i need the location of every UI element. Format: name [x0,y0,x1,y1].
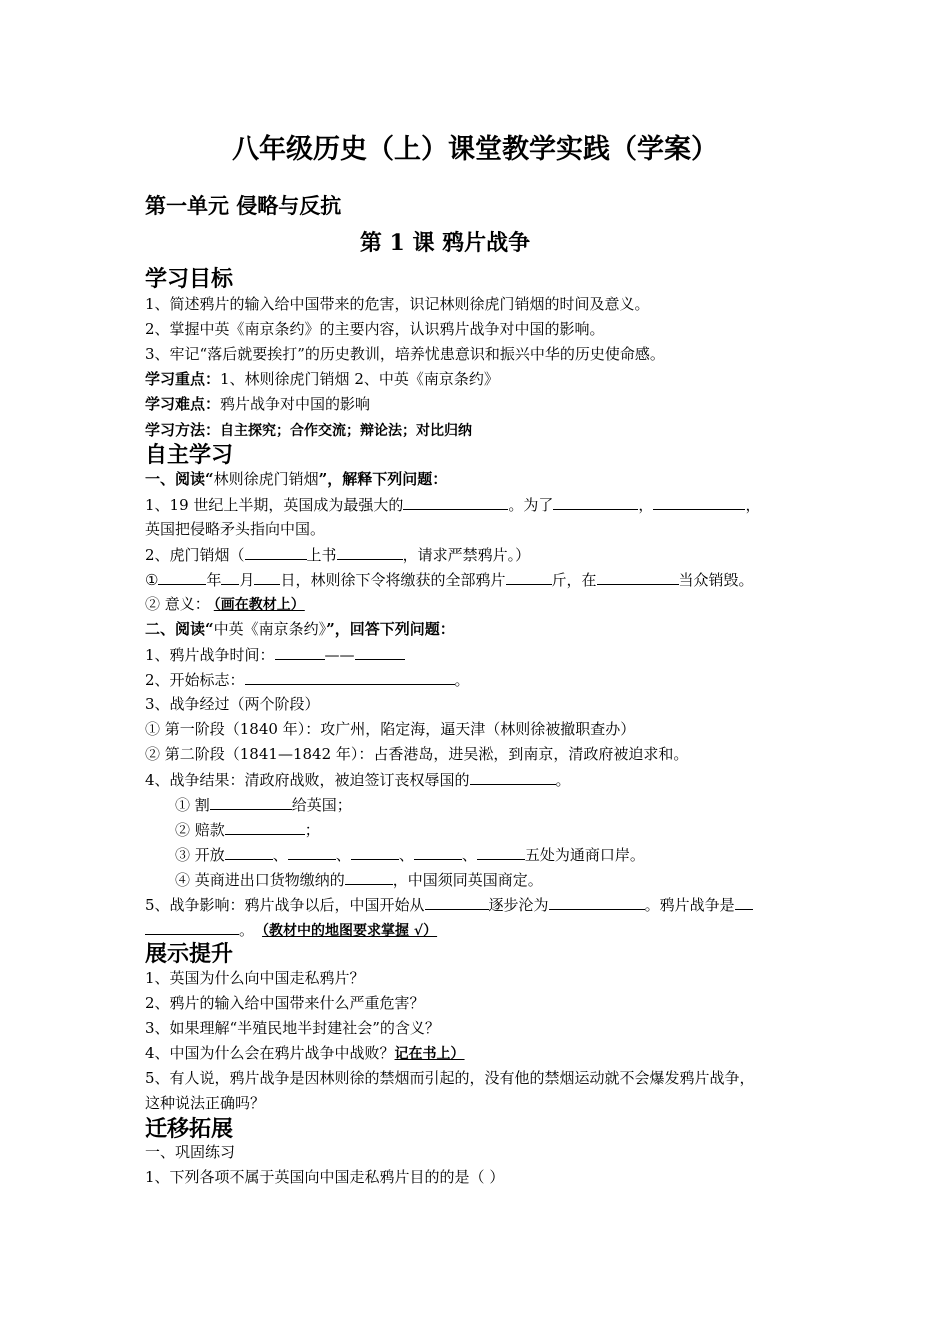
p2-1b: —— [324,646,355,664]
question-2-meaning [145,594,305,615]
blank-field[interactable] [337,544,403,560]
extend-heading: 迁移拓展 [145,1116,234,1142]
blank-field[interactable] [597,569,679,585]
part2-q3-stage1: ① 第一阶段（1840 年）：攻广州，陷定海，逼天津（林则徐被撤职查办） [145,720,636,738]
difficult-points-line [145,394,370,414]
part2-q5 [145,894,753,915]
blank-field[interactable] [351,844,399,860]
goal-item: 3、牢记“落后就要挨打”的历史教训，培养忧患意识和振兴中华的历史使命感。 [145,345,665,363]
part2-q4-item4 [175,869,543,890]
separator: 、 [461,846,477,864]
difficult-points-label: 学习难点： [145,395,221,413]
part2-name: 中英《南京条约》 [213,620,327,638]
p2-5b: 逐步沦为 [488,896,549,914]
blank-field[interactable] [145,919,239,935]
difficult-points-text: 鸦片战争对中国的影响 [220,395,371,413]
key-points-text: 1、林则徐虎门销烟 2、中英《南京条约》 [220,370,499,388]
show-item-5-cont: 这种说法正确吗？ [145,1094,266,1112]
p2-4-3b: 五处为通商口岸。 [524,846,645,864]
part2-q4-item2 [175,819,320,840]
goal-item: 1、简述鸦片的输入给中国带来的危害，识记林则徐虎门销烟的时间及意义。 [145,295,650,313]
part2-q1 [145,644,405,665]
show-item: 3、如果理解“半殖民地半封建社会”的含义？ [145,1019,440,1037]
part2-q3-stage2: ② 第二阶段（1841—1842 年）：占香港岛，进吴淞，到南京，清政府被迫求和。 [145,745,689,763]
p2-2b: 。 [454,671,470,689]
blank-field[interactable] [210,794,292,810]
key-points-line [145,369,499,389]
part2-q4-item3 [175,844,645,865]
unit-heading: 第一单元 侵略与反抗 [145,193,342,218]
blank-field[interactable] [653,494,745,510]
p2-4-1b: 给英国； [291,796,352,814]
q2-text-c: ，请求严禁鸦片。） [402,546,531,564]
p2-4a: 4、战争结果：清政府战败，被迫签订丧权辱国的 [145,771,470,789]
p2-2a: 2、开始标志： [145,671,245,689]
method-line [145,420,472,441]
p2-5d: 。 [239,921,255,939]
blank-field[interactable] [403,494,508,510]
extend-question-1: 1、下列各项不属于英国向中国走私鸦片目的的是（ ） [145,1168,505,1186]
p2-4b: 。 [555,771,571,789]
separator: 、 [335,846,351,864]
part2-q4-item1 [175,794,352,815]
part2-q2 [145,669,470,690]
q2d-6: 当众销毁。 [678,571,754,589]
p2-4-1a: ① 割 [175,796,210,814]
q2e-text: ② 意义： [145,595,210,613]
part1-pre: 一、阅读“ [145,470,214,488]
lesson-title: 第 1 课 鸦片战争 [359,230,531,256]
method-text: 自主探究；合作交流；辩论法；对比归纳 [220,423,473,439]
blank-field[interactable] [355,644,405,660]
blank-field[interactable] [414,844,462,860]
p2-4-2a: ② 赔款 [175,821,225,839]
q2d-5: 斤，在 [551,571,597,589]
p2-5a: 5、战争影响：鸦片战争以后，中国开始从 [145,896,425,914]
p2-4-3a: ③ 开放 [175,846,225,864]
blank-field[interactable] [254,569,280,585]
question-1-cont: 英国把侵略矛头指向中国。 [145,520,326,538]
blank-field[interactable] [477,844,525,860]
blank-field[interactable] [470,769,556,785]
part1-name: 林则徐虎门销烟 [213,470,319,488]
blank-field[interactable] [553,494,638,510]
blank-field[interactable] [506,569,552,585]
q2d-4: 日，林则徐下令将缴获的全部鸦片 [280,571,506,589]
page-title: 八年级历史（上）课堂教学实践（学案） [232,134,718,165]
part1-heading [145,469,447,489]
q2e-note: （画在教材上） [213,597,305,613]
extend-subheading: 一、巩固练习 [145,1143,236,1161]
show-item-5: 5、有人说，鸦片战争是因林则徐的禁烟而引起的，没有他的禁烟运动就不会爆发鸦片战争， [145,1069,755,1087]
blank-field[interactable] [158,569,206,585]
method-label: 学习方法： [145,421,221,439]
part2-q4 [145,769,571,790]
blank-field[interactable] [275,644,325,660]
question-1 [145,494,760,515]
blank-field[interactable] [735,894,753,910]
map-note: （教材中的地图要求掌握 √） [262,923,438,939]
question-2 [145,544,530,565]
q2d-1: ① [145,571,159,589]
p2-4-2b: ； [304,821,320,839]
q2-text-b: 上书 [306,546,337,564]
blank-field[interactable] [549,894,645,910]
show-q4-text: 4、中国为什么会在鸦片战争中战败？ [145,1044,395,1062]
blank-field[interactable] [425,894,489,910]
show-heading: 展示提升 [145,941,234,967]
q1-text-b: 。为了 [508,496,554,514]
q2-text-a: 2、虎门销烟（ [145,546,245,564]
p2-4-4a: ④ 英商进出口货物缴纳的 [175,871,345,889]
key-points-label: 学习重点： [145,370,221,388]
part2-pre: 二、阅读“ [145,620,214,638]
blank-field[interactable] [288,844,336,860]
p2-5c: 。鸦片战争是 [644,896,735,914]
goals-heading: 学习目标 [145,266,234,292]
separator: 、 [272,846,288,864]
part2-heading [145,619,455,639]
show-q4-note: 记在书上） [394,1046,465,1062]
q1-text-a: 1、19 世纪上半期，英国成为最强大的 [145,496,404,514]
goal-item: 2、掌握中英《南京条约》的主要内容，认识鸦片战争对中国的影响。 [145,320,605,338]
separator: 、 [398,846,414,864]
blank-field[interactable] [345,869,393,885]
blank-field[interactable] [245,544,307,560]
part2-q3: 3、战争经过（两个阶段） [145,695,320,713]
q2d-2: 年 [206,571,222,589]
part2-q5-cont [145,919,437,941]
question-2-date [145,569,754,590]
blank-field[interactable] [225,819,305,835]
p2-4-4b: ，中国须同英国商定。 [392,871,543,889]
q1-text-d: ， [745,496,761,514]
show-item-4 [145,1043,465,1064]
part2-post: ”，回答下列问题： [326,620,455,638]
show-item: 2、鸦片的输入给中国带来什么严重危害？ [145,994,425,1012]
blank-field[interactable] [245,669,455,685]
part1-post: ”，解释下列问题： [318,470,448,488]
blank-field[interactable] [225,844,273,860]
blank-field[interactable] [221,569,239,585]
q1-text-c: ， [638,496,654,514]
self-study-heading: 自主学习 [145,442,234,468]
show-item: 1、英国为什么向中国走私鸦片？ [145,969,365,987]
p2-1a: 1、鸦片战争时间： [145,646,275,664]
q2d-3: 月 [239,571,255,589]
